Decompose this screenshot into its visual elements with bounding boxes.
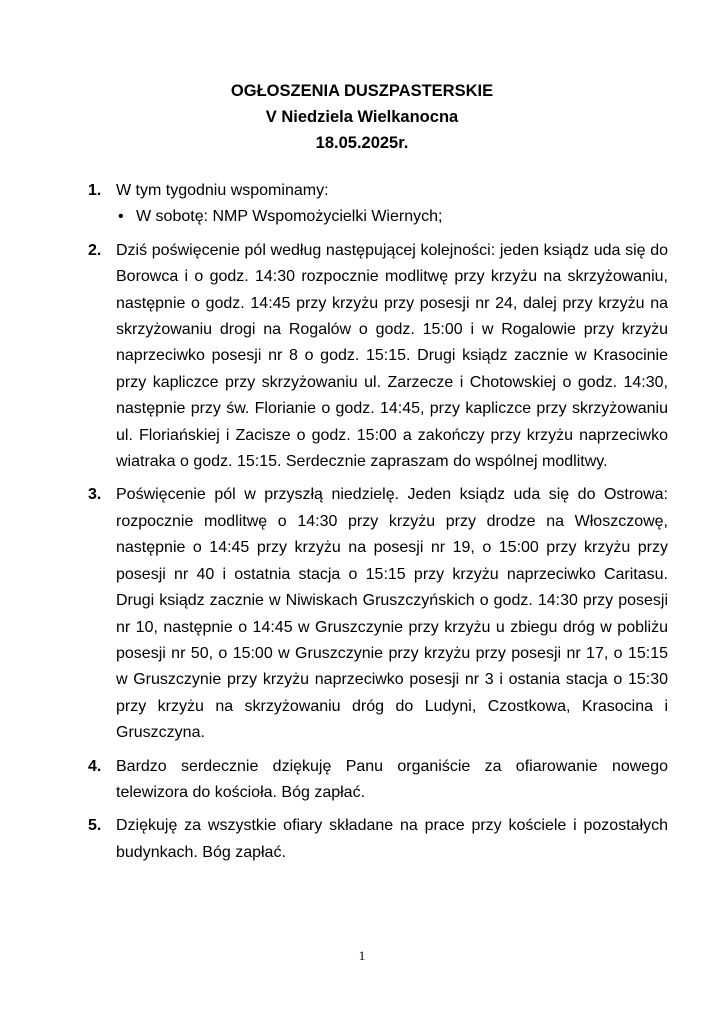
item-text: Dziękuję za wszystkie ofiary składane na prace przy kościele i pozostałych budynkach. Bóg zapłać.	[116, 817, 668, 861]
item-number: 1.	[88, 182, 102, 199]
item-text: Poświęcenie pól w przyszłą niedzielę. Jeden ksiądz uda się do Ostrowa: rozpocznie modlitwę o 14:30 przy krzyżu przy drodze na Włoszczowę, następnie o 14:45 przy krzyżu na posesji nr 19, o 15:00 przy krzyżu przy posesji nr 40 i ostatnia stacja o 15:15 przy krzyżu naprzeciwko Caritasu. Drugi ksiądz zacznie w Niwiskach Gruszczyńskich o godz. 14:30 przy posesji nr 10, następnie o 14:45 w Gruszczynie przy krzyżu u zbiegu dróg w pobliżu posesji nr 50, o 15:00 w Gruszczynie przy krzyżu przy posesji nr 17, o 15:15 w Gruszczynie przy krzyżu naprzeciwko posesji nr 3 i ostania stacja o 15:30 przy krzyżu na skrzyżowaniu dróg do Ludyni, Czostkowa, Krasocina i Gruszczyna.	[116, 486, 668, 742]
document-subtitle: V Niedziela Wielkanocna	[265, 108, 459, 126]
document-date: 18.05.2025r.	[315, 134, 409, 152]
item-text: Bardzo serdecznie dziękuję Panu organiście za ofiarowanie nowego telewizora do kościoła. Bóg zapłać.	[116, 757, 668, 801]
announcement-5	[88, 813, 668, 866]
item-text: Dziś poświęcenie pól według następującej kolejności: jeden ksiądz uda się do Borowca i o godz. 14:30 rozpocznie modlitwę przy krzyżu na skrzyżowaniu, następnie o godz. 14:45 przy krzyżu przy posesji nr 24, dalej przy krzyżu na skrzyżowaniu drogi na Rogalów o godz. 15:00 i w Rogalowie przy krzyżu naprzeciwko posesji nr 8 o godz. 15:15. Drugi ksiądz zacznie w Krasocinie przy kapliczce przy skrzyżowaniu ul. Zarzecze i Chotowskiej o godz. 14:30, następnie przy św. Florianie o godz. 14:45, przy kapliczce przy skrzyżowaniu ul. Floriańskiej i Zacisze o godz. 15:00 a zakończy przy krzyżu naprzeciwko wiatraka o godz. 15:15. Serdecznie zapraszam do wspólnej modlitwy.	[116, 241, 668, 471]
document-title: OGŁOSZENIA DUSZPASTERSKIE	[230, 82, 494, 100]
page-number: 1	[358, 948, 366, 963]
item-number: 3.	[88, 486, 102, 504]
announcement-4	[88, 754, 668, 807]
bullet-icon: •	[118, 208, 124, 226]
item-number: 5.	[88, 817, 102, 835]
announcements-list	[88, 178, 668, 873]
item-number: 2.	[88, 241, 102, 259]
announcement-3	[88, 482, 668, 746]
announcement-1	[88, 178, 668, 231]
sub-item-text: W sobotę: NMP Wspomożycielki Wiernych;	[136, 208, 443, 226]
announcement-2	[88, 238, 668, 476]
header	[0, 78, 724, 156]
item-number: 4.	[88, 757, 102, 775]
item-text: W tym tygodniu wspominamy:	[116, 182, 329, 199]
sub-item	[116, 204, 668, 230]
